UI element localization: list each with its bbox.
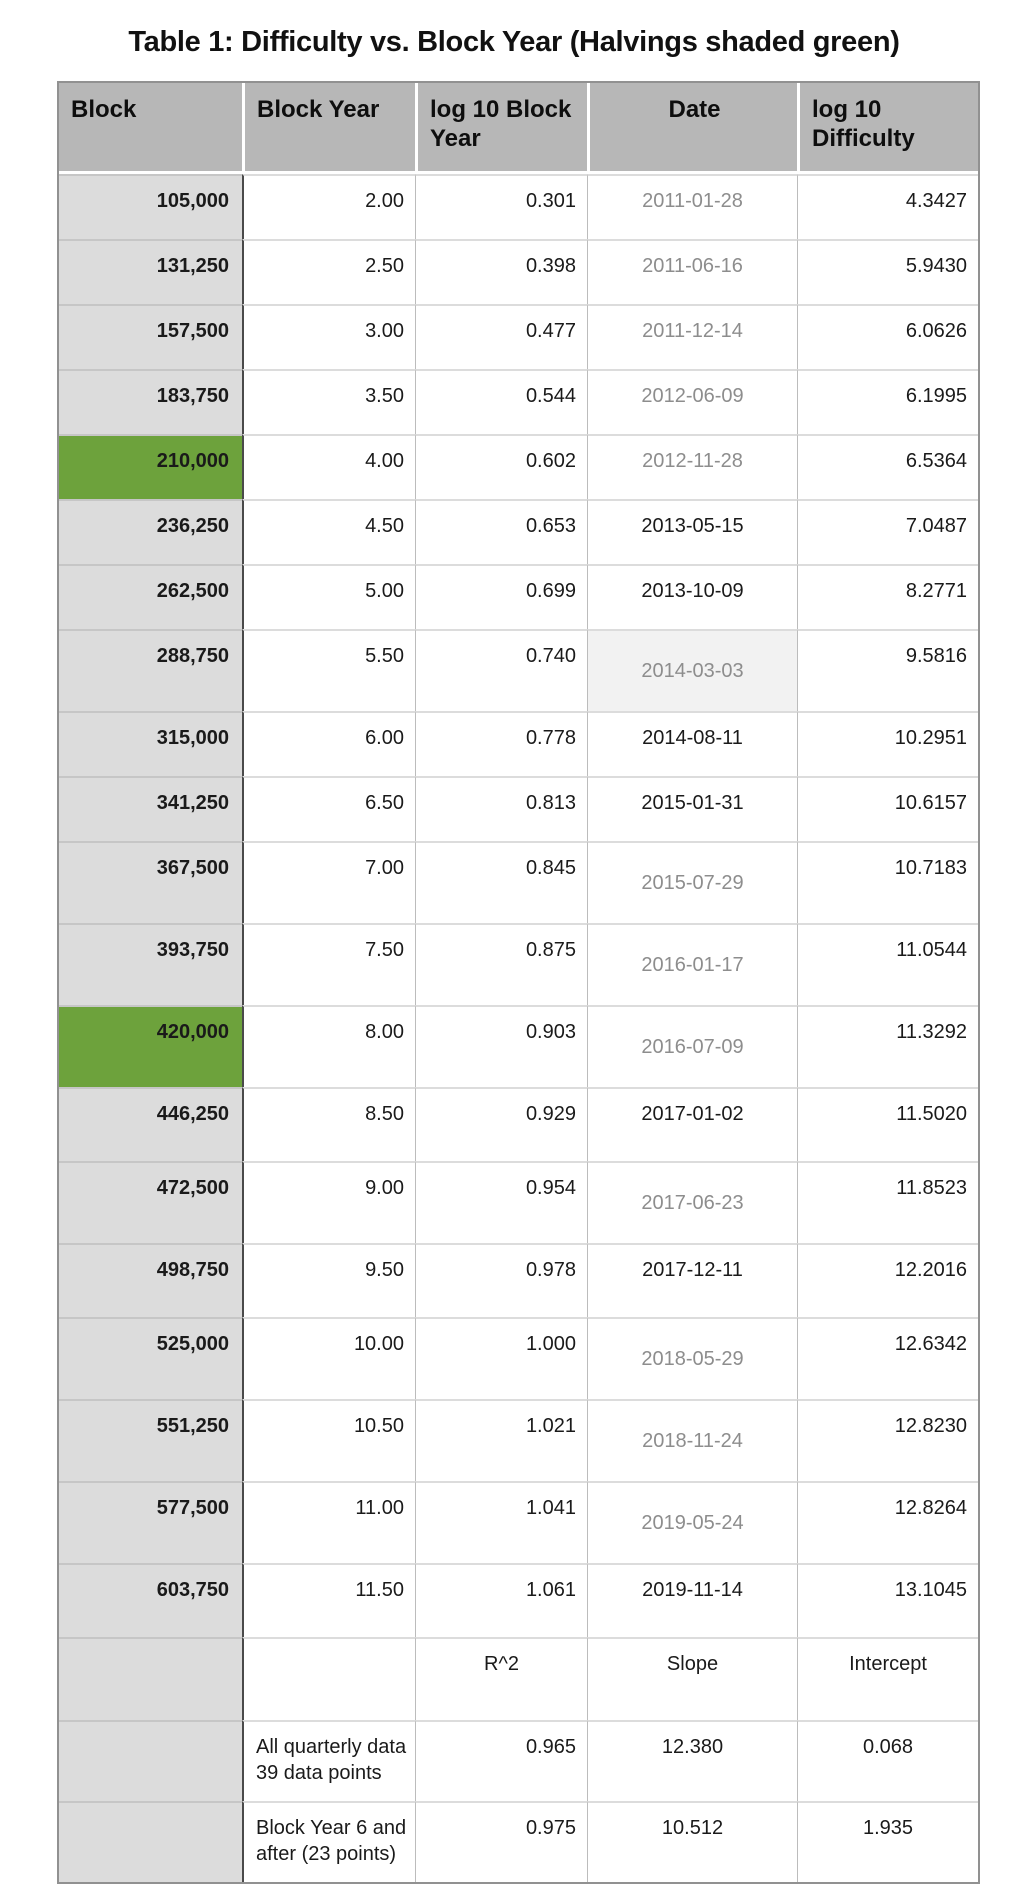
log10-block-year-cell: 0.978 [415,1243,587,1317]
summary-header-r2: R^2 [415,1637,587,1720]
table-row [59,434,978,499]
log10-block-year-cell: 0.740 [415,629,587,711]
date-cell: 2014-03-03 [587,629,797,711]
block-cell: 551,250 [59,1399,242,1481]
table-row [59,369,978,434]
table-row [59,564,978,629]
block-cell: 498,750 [59,1243,242,1317]
block-cell: 183,750 [59,369,242,434]
header-row [59,83,978,174]
table-row [59,1087,978,1161]
block-year-cell: 2.00 [242,174,415,239]
block-year-cell: 2.50 [242,239,415,304]
summary-empty-cell [242,1637,415,1720]
date-cell: 2019-11-14 [587,1563,797,1637]
block-year-cell: 3.00 [242,304,415,369]
block-cell: 577,500 [59,1481,242,1563]
date-cell: 2011-06-16 [587,239,797,304]
log10-difficulty-cell: 11.5020 [797,1087,978,1161]
block-year-cell: 11.50 [242,1563,415,1637]
table-row [59,923,978,1005]
block-cell: 603,750 [59,1563,242,1637]
block-cell: 341,250 [59,776,242,841]
log10-difficulty-cell: 12.2016 [797,1243,978,1317]
log10-difficulty-cell: 6.5364 [797,434,978,499]
log10-difficulty-cell: 12.8264 [797,1481,978,1563]
log10-difficulty-cell: 10.6157 [797,776,978,841]
summary-row [59,1720,978,1801]
log10-difficulty-cell: 12.8230 [797,1399,978,1481]
block-year-cell: 3.50 [242,369,415,434]
date-cell: 2013-05-15 [587,499,797,564]
log10-difficulty-cell: 11.8523 [797,1161,978,1243]
block-year-cell: 7.00 [242,841,415,923]
log10-block-year-cell: 0.903 [415,1005,587,1087]
block-year-cell: 6.00 [242,711,415,776]
column-header-block-year: Block Year [242,83,415,174]
log10-block-year-cell: 0.813 [415,776,587,841]
log10-block-year-cell: 0.875 [415,923,587,1005]
block-year-cell: 8.00 [242,1005,415,1087]
date-cell: 2016-01-17 [587,923,797,1005]
summary-r2-cell: 0.975 [415,1801,587,1882]
log10-difficulty-cell: 6.0626 [797,304,978,369]
block-cell: 367,500 [59,841,242,923]
summary-r2-cell: 0.965 [415,1720,587,1801]
block-cell: 393,750 [59,923,242,1005]
block-year-cell: 8.50 [242,1087,415,1161]
log10-difficulty-cell: 12.6342 [797,1317,978,1399]
block-year-cell: 10.50 [242,1399,415,1481]
block-cell: 262,500 [59,564,242,629]
summary-header-slope: Slope [587,1637,797,1720]
date-cell: 2012-11-28 [587,434,797,499]
date-cell: 2013-10-09 [587,564,797,629]
table-row [59,711,978,776]
log10-difficulty-cell: 9.5816 [797,629,978,711]
log10-block-year-cell: 0.778 [415,711,587,776]
table-header [59,83,978,174]
log10-block-year-cell: 0.301 [415,174,587,239]
column-header-date: Date [587,83,797,174]
log10-difficulty-cell: 5.9430 [797,239,978,304]
date-cell: 2018-05-29 [587,1317,797,1399]
table-row [59,1399,978,1481]
block-year-cell: 9.00 [242,1161,415,1243]
block-cell-halving: 210,000 [59,434,242,499]
summary-intercept-cell: 1.935 [797,1801,978,1882]
table-body [59,174,978,1882]
summary-header-intercept: Intercept [797,1637,978,1720]
log10-difficulty-cell: 13.1045 [797,1563,978,1637]
summary-slope-cell: 12.380 [587,1720,797,1801]
block-cell: 236,250 [59,499,242,564]
block-cell: 131,250 [59,239,242,304]
block-year-cell: 4.50 [242,499,415,564]
summary-slope-cell: 10.512 [587,1801,797,1882]
table-row [59,304,978,369]
summary-empty-block-cell [59,1801,242,1882]
block-cell: 105,000 [59,174,242,239]
block-cell: 288,750 [59,629,242,711]
table-row [59,841,978,923]
table-row [59,239,978,304]
block-year-cell: 7.50 [242,923,415,1005]
difficulty-table [57,81,980,1884]
log10-difficulty-cell: 6.1995 [797,369,978,434]
block-cell: 315,000 [59,711,242,776]
block-cell: 525,000 [59,1317,242,1399]
date-cell: 2018-11-24 [587,1399,797,1481]
date-cell: 2015-01-31 [587,776,797,841]
table-row [59,1161,978,1243]
column-header-block: Block [59,83,242,174]
summary-empty-block-cell [59,1637,242,1720]
table-row [59,776,978,841]
log10-block-year-cell: 0.954 [415,1161,587,1243]
log10-block-year-cell: 0.699 [415,564,587,629]
block-cell: 157,500 [59,304,242,369]
summary-empty-block-cell [59,1720,242,1801]
table-row [59,1563,978,1637]
date-cell: 2017-06-23 [587,1161,797,1243]
column-header-log10-difficulty: log 10 Difficulty [797,83,978,174]
summary-header-row [59,1637,978,1720]
date-cell: 2017-12-11 [587,1243,797,1317]
log10-difficulty-cell: 11.0544 [797,923,978,1005]
date-cell: 2012-06-09 [587,369,797,434]
date-cell: 2016-07-09 [587,1005,797,1087]
log10-block-year-cell: 1.000 [415,1317,587,1399]
date-cell: 2014-08-11 [587,711,797,776]
date-cell: 2011-12-14 [587,304,797,369]
log10-difficulty-cell: 8.2771 [797,564,978,629]
date-cell: 2015-07-29 [587,841,797,923]
table-title: Table 1: Difficulty vs. Block Year (Halvings shaded green) [128,26,900,58]
table-row [59,1243,978,1317]
log10-block-year-cell: 0.602 [415,434,587,499]
log10-difficulty-cell: 10.7183 [797,841,978,923]
column-header-log10-block-year: log 10 Block Year [415,83,587,174]
block-year-cell: 9.50 [242,1243,415,1317]
log10-block-year-cell: 1.021 [415,1399,587,1481]
log10-difficulty-cell: 4.3427 [797,174,978,239]
log10-difficulty-cell: 7.0487 [797,499,978,564]
block-year-cell: 5.50 [242,629,415,711]
date-cell: 2017-01-02 [587,1087,797,1161]
table-row [59,629,978,711]
block-year-cell: 10.00 [242,1317,415,1399]
block-cell: 446,250 [59,1087,242,1161]
block-year-cell: 4.00 [242,434,415,499]
summary-row [59,1801,978,1882]
block-year-cell: 6.50 [242,776,415,841]
table-row [59,499,978,564]
log10-block-year-cell: 1.041 [415,1481,587,1563]
summary-intercept-cell: 0.068 [797,1720,978,1801]
block-year-cell: 5.00 [242,564,415,629]
table-row [59,1005,978,1087]
summary-label-cell: All quarterly data 39 data points [242,1720,415,1801]
block-cell-halving: 420,000 [59,1005,242,1087]
block-cell: 472,500 [59,1161,242,1243]
table-row [59,1317,978,1399]
table-row [59,174,978,239]
log10-block-year-cell: 0.398 [415,239,587,304]
summary-label-cell: Block Year 6 and after (23 points) [242,1801,415,1882]
log10-block-year-cell: 0.544 [415,369,587,434]
date-cell: 2019-05-24 [587,1481,797,1563]
log10-block-year-cell: 0.845 [415,841,587,923]
date-cell: 2011-01-28 [587,174,797,239]
log10-difficulty-cell: 10.2951 [797,711,978,776]
table-row [59,1481,978,1563]
log10-block-year-cell: 0.653 [415,499,587,564]
block-year-cell: 11.00 [242,1481,415,1563]
log10-block-year-cell: 0.477 [415,304,587,369]
log10-difficulty-cell: 11.3292 [797,1005,978,1087]
log10-block-year-cell: 1.061 [415,1563,587,1637]
log10-block-year-cell: 0.929 [415,1087,587,1161]
